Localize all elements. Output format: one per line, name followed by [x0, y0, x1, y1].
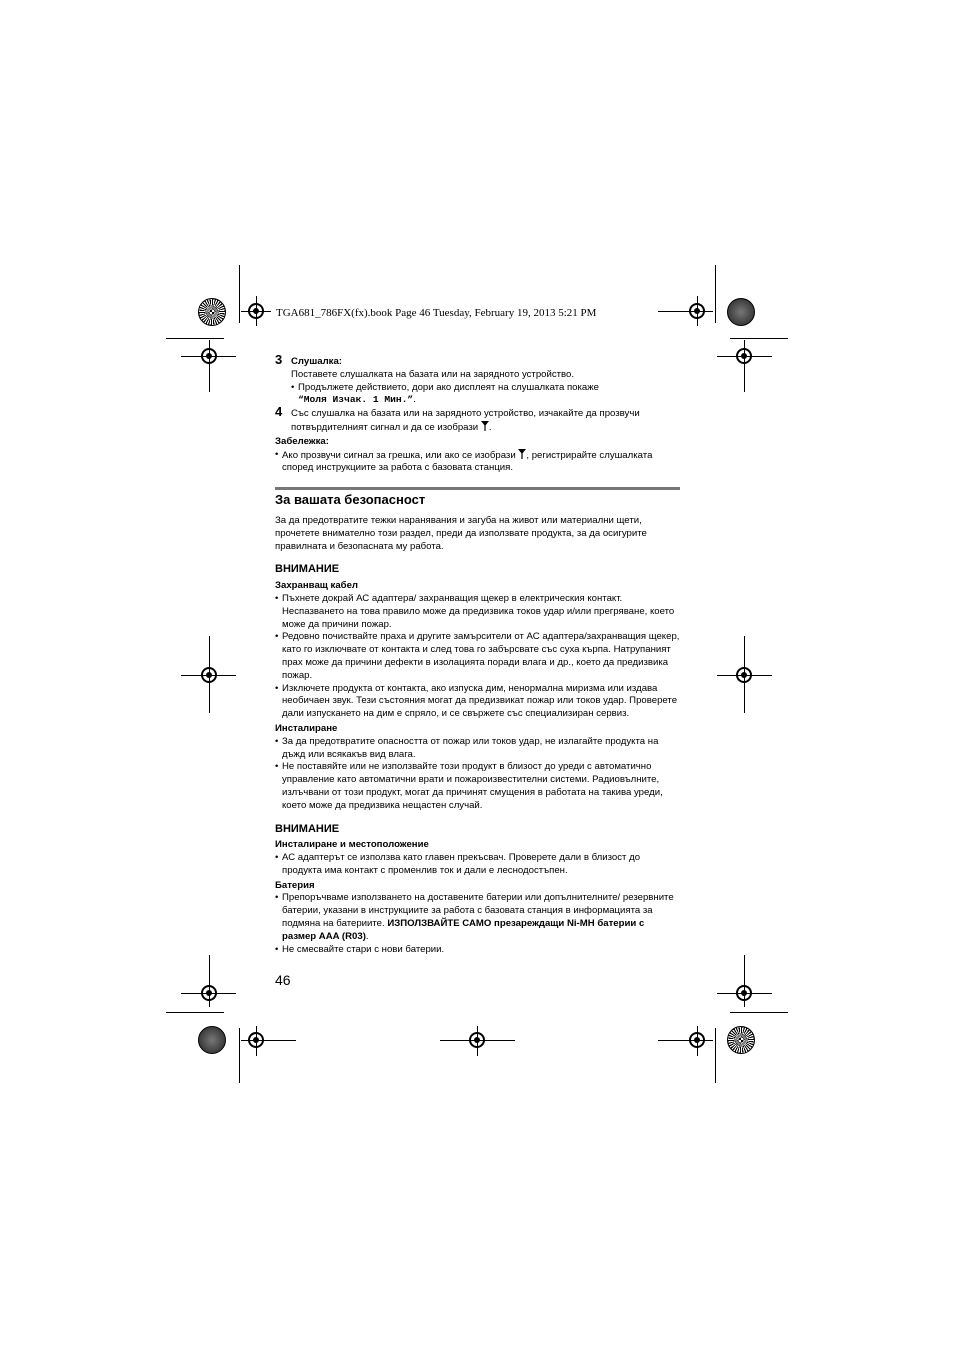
subsection-title: Батерия — [275, 879, 315, 891]
list-item: • За да предотвратите опасността от пожар или токов удар, не излагайте продукта на дъжд или всякакъв вид влага. — [275, 736, 680, 762]
book-header-line: TGA681_786FX(fx).book Page 46 Tuesday, February 19, 2013 5:21 PM — [276, 307, 597, 319]
crop-mark — [239, 1028, 240, 1083]
list-item: • АС адаптерът се използва като главен прекъсвач. Проверете дали в близост до продукта има контакт с променлив ток и дали е леснодостъпен. — [275, 852, 680, 878]
step-bullet-text: Продължете действието, дори ако дисплеят на слушалката покаже — [298, 381, 600, 393]
step-3 — [275, 352, 680, 407]
step-number: 4 — [275, 404, 283, 420]
caution-heading: ВНИМАНИЕ — [275, 822, 340, 835]
registration-mark — [248, 1032, 264, 1048]
registration-wheel — [727, 1026, 755, 1054]
battery-text-bold: ИЗПОЛЗВАЙТЕ САМО презареждащи Ni-MH батерии с размер AAA (R03) — [282, 918, 645, 942]
registration-mark — [201, 348, 217, 364]
battery-text: Препоръчваме използването на доставените батерии или допълнителните/ резервните батерии, указани в инструкциите за работа с базовата станция в информацията за подмяна на батериите. — [282, 892, 674, 930]
punctuation: . — [413, 394, 416, 406]
warning-heading: ВНИМАНИЕ — [275, 563, 340, 576]
list-item: • Редовно почиствайте праха и другите замърсители от АС адаптера/захранващия щекер, като го изключвате от контакта и след това го забърсвате със суха кърпа. Натрупаният прах може да причини дефекти в изолацията поради влага и др., което да предизвика пожар. — [275, 631, 680, 682]
step-title: Слушалка: — [291, 356, 342, 367]
registration-mark — [201, 667, 217, 683]
list-item: • Пъхнете докрай АС адаптера/ захранващия щекер в електрическия контакт. Неспазването на това правило може да предизвика токов удар и/или прегряване, което може да причини пожар. — [275, 593, 680, 631]
note-title: Забележка: — [275, 435, 329, 447]
antenna-icon — [481, 421, 489, 431]
note-text: според инструкциите за работа с базовата станция. — [282, 462, 514, 474]
registration-wheel — [198, 1026, 226, 1054]
safety-intro: За да предотвратите тежки наранявания и загуба на живот или материални щети, прочетете внимателно този раздел, преди да използвате продукта, за да осигурите правилната и безопасната му работа. — [275, 514, 647, 552]
note-text: Ако прозвучи сигнал за грешка, или ако се изобрази — [282, 449, 516, 461]
step-text: Поставете слушалката на базата или на зарядното устройство. — [291, 368, 575, 380]
list-item — [275, 892, 680, 943]
crop-mark — [715, 265, 716, 323]
crop-mark — [715, 1028, 716, 1083]
registration-mark — [736, 667, 752, 683]
registration-mark — [248, 303, 264, 319]
registration-mark — [689, 1032, 705, 1048]
section-title: За вашата безопасност — [275, 492, 426, 508]
crop-mark — [239, 265, 240, 323]
punctuation: . — [365, 930, 369, 942]
subsection-title: Инсталиране — [275, 722, 338, 734]
list-item: • Изключете продукта от контакта, ако изпуска дим, ненормална миризма или издава необичаен звук. Тези състояния могат да предизвикат пожар или токов удар. Проверете дали изпускането на дим е спряло, и се свържете със специализиран сервиз. — [275, 683, 680, 721]
registration-mark — [736, 348, 752, 364]
step-bullet — [291, 382, 680, 408]
registration-mark — [201, 985, 217, 1001]
note-bullet — [275, 449, 680, 476]
list-item: • Не поставяйте или не използвайте този продукт в близост до уреди с автоматично управление като автоматични врати и пожароизвестителни системи. Радиовълните, излъчвани от този продукт, могат да причинят смущения в работата на такива уреди, което може да предизвика нещастен случай. — [275, 761, 680, 812]
registration-mark — [469, 1032, 485, 1048]
crop-mark — [166, 1012, 224, 1013]
registration-wheel — [198, 298, 226, 326]
crop-mark — [730, 1012, 788, 1013]
crop-mark — [730, 338, 788, 339]
registration-wheel — [727, 298, 755, 326]
punctuation: . — [488, 421, 492, 433]
registration-mark — [736, 985, 752, 1001]
step-text-part: потвърдителният сигнал и да се изобрази — [291, 421, 479, 433]
subsection-title: Инсталиране и местоположение — [275, 839, 429, 851]
crop-mark — [166, 338, 224, 339]
step-number: 3 — [275, 352, 283, 367]
subsection-title: Захранващ кабел — [275, 580, 359, 592]
list-item: • Не смесвайте стари с нови батерии. — [275, 944, 680, 957]
step-4 — [275, 404, 680, 435]
page-content — [275, 352, 680, 956]
page-number: 46 — [275, 972, 291, 988]
registration-mark — [689, 303, 705, 319]
note-text: , регистрирайте слушалката — [526, 449, 653, 461]
section-divider — [275, 487, 680, 490]
display-message: “Моля Изчак. 1 Мин.” — [298, 394, 414, 406]
step-text: Със слушалка на базата или на зарядното устройство, изчакайте да прозвучи — [291, 408, 640, 420]
step-text-cont — [291, 421, 680, 435]
